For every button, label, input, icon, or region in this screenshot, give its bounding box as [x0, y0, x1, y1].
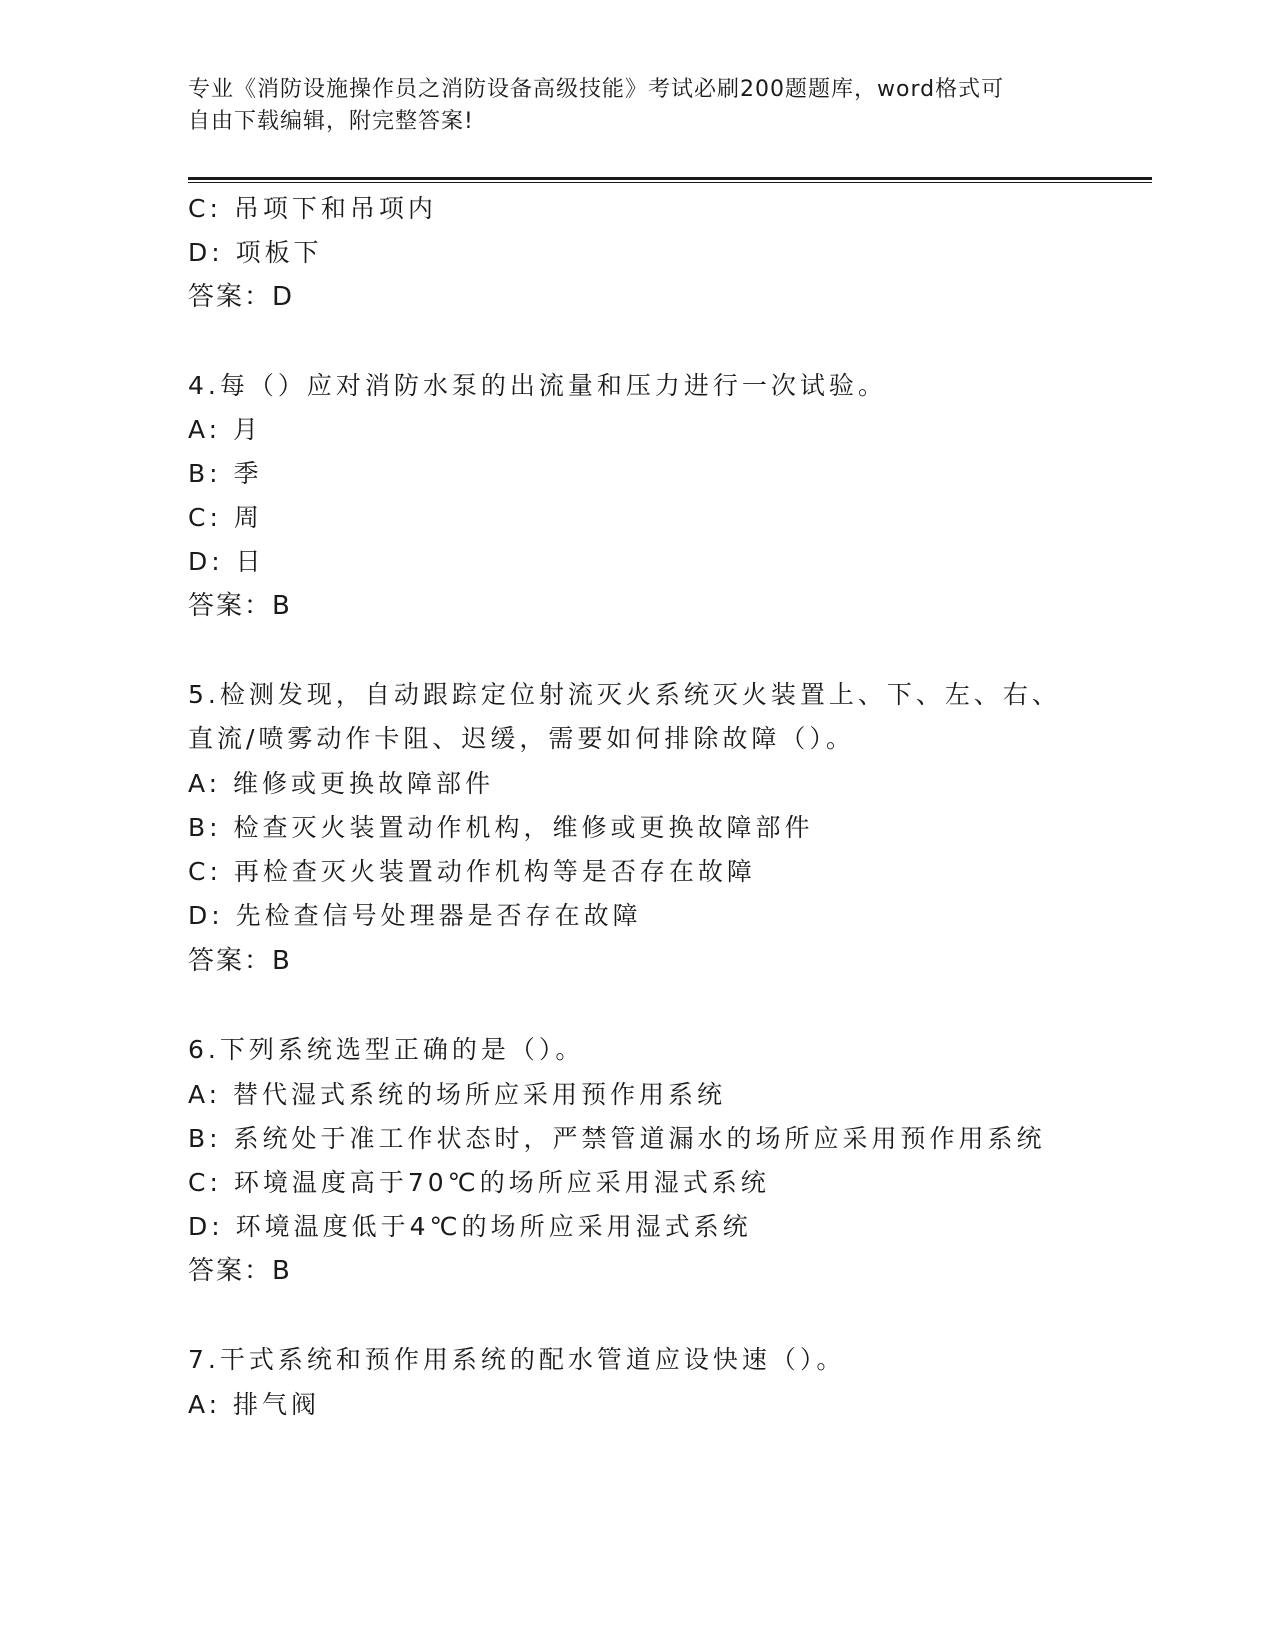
- q5-option-a: A: 维修或更换故障部件: [188, 769, 495, 798]
- q3-answer: 答案：D: [188, 282, 295, 312]
- q5-stem-line-2: 直流/喷雾动作卡阻、迟缓，需要如何排除故障（）。: [188, 724, 855, 753]
- q7-stem: 7.干式系统和预作用系统的配水管道应设快速（）。: [188, 1345, 846, 1374]
- q4-option-b: B: 季: [188, 459, 263, 488]
- q7-option-a: A: 排气阀: [188, 1390, 321, 1419]
- q4-option-c: C: 周: [188, 503, 263, 532]
- q5-stem-line-1: 5.检测发现，自动跟踪定位射流灭火系统灭火装置上、下、左、右、: [188, 680, 1061, 709]
- q6-option-d: D: 环境温度低于4℃的场所应采用湿式系统: [188, 1212, 752, 1241]
- document-header: [188, 74, 1088, 138]
- q6-answer: 答案：B: [188, 1256, 292, 1286]
- header-divider-thick: [188, 177, 1152, 180]
- q4-option-a: A: 月: [188, 415, 263, 444]
- header-line-1: 专业《消防设施操作员之消防设备高级技能》考试必刷200题题库，word格式可: [188, 77, 1005, 102]
- q5-option-d: D: 先检查信号处理器是否存在故障: [188, 901, 642, 930]
- q3-option-d: D: 项板下: [188, 238, 323, 267]
- q3-option-c: C: 吊项下和吊项内: [188, 194, 437, 223]
- q6-option-c: C: 环境温度高于70℃的场所应采用湿式系统: [188, 1168, 770, 1197]
- q6-option-b: B: 系统处于准工作状态时，严禁管道漏水的场所应采用预作用系统: [188, 1124, 1046, 1153]
- q5-option-b: B: 检查灭火装置动作机构，维修或更换故障部件: [188, 813, 814, 842]
- q6-stem: 6.下列系统选型正确的是（）。: [188, 1035, 585, 1064]
- q4-answer: 答案：B: [188, 591, 292, 621]
- q5-answer: 答案：B: [188, 946, 292, 976]
- q4-option-d: D: 日: [188, 547, 265, 576]
- q4-stem: 4.每（）应对消防水泵的出流量和压力进行一次试验。: [188, 371, 887, 400]
- q6-option-a: A: 替代湿式系统的场所应采用预作用系统: [188, 1080, 727, 1109]
- header-divider-thin: [188, 182, 1152, 183]
- header-line-2: 自由下载编辑，附完整答案!: [188, 109, 474, 134]
- q5-option-c: C: 再检查灭火装置动作机构等是否存在故障: [188, 857, 756, 886]
